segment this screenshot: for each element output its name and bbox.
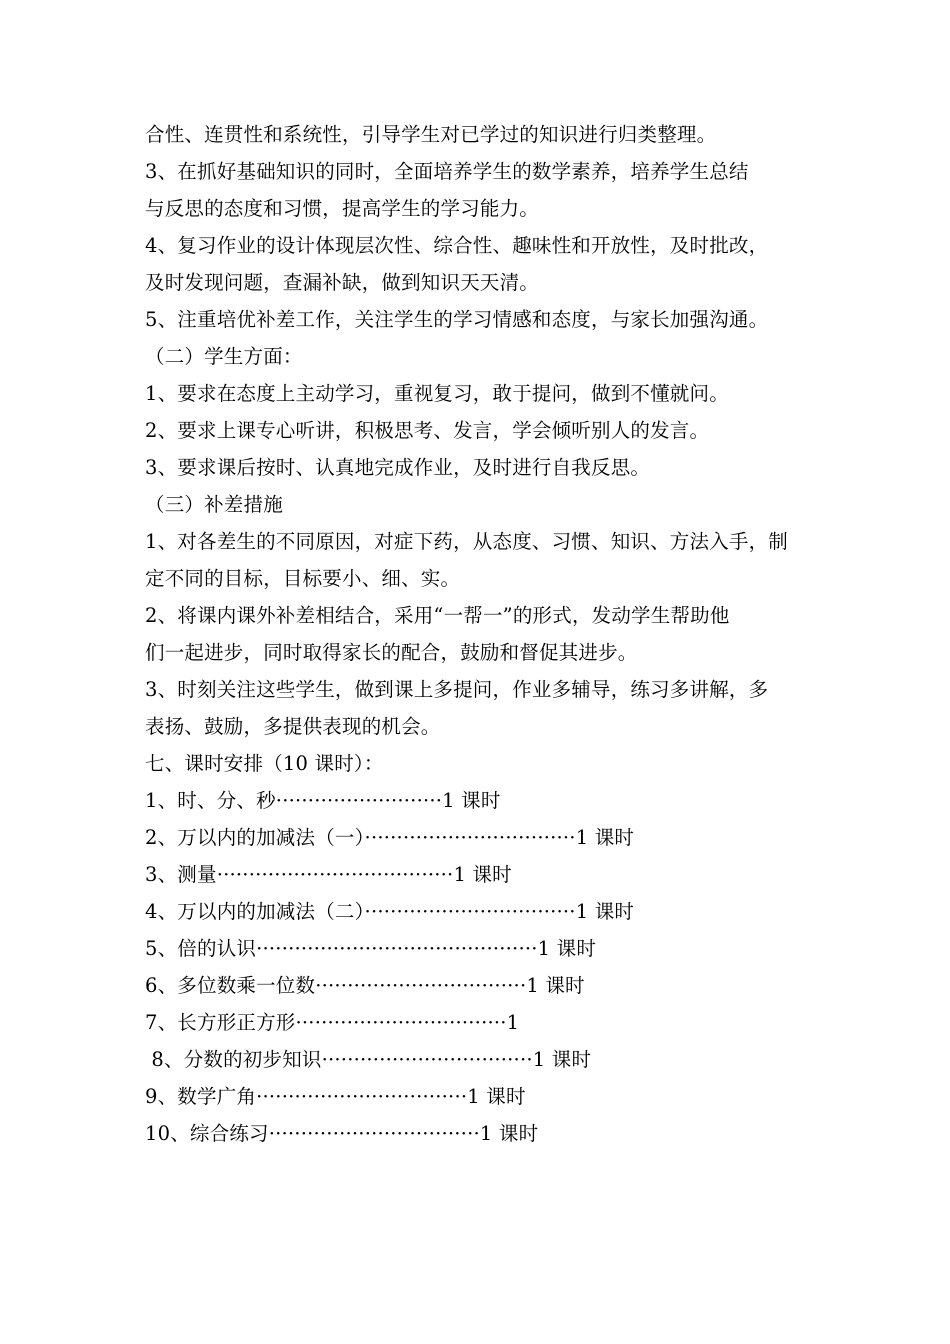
- schedule-item: 10、综合练习·································1 课时: [145, 1122, 539, 1145]
- text-line: 3、在抓好基础知识的同时，全面培养学生的数学素养，培养学生总结: [145, 160, 749, 183]
- text-line: 表扬、鼓励，多提供表现的机会。: [145, 715, 441, 738]
- schedule-item: 5、倍的认识············································1 课时: [145, 937, 597, 960]
- schedule-item: 7、长方形正方形·································1: [145, 1011, 520, 1034]
- text-line: 4、复习作业的设计体现层次性、综合性、趣味性和开放性，及时批改，: [145, 234, 769, 257]
- schedule-heading: 七、课时安排（10 课时）：: [145, 752, 384, 775]
- text-line: 定不同的目标，目标要小、细、实。: [145, 567, 461, 590]
- schedule-item: 2、万以内的加减法（一）·································1 课时: [145, 826, 635, 849]
- schedule-item: 8、分数的初步知识·································1 课时: [145, 1048, 592, 1071]
- section-heading: （三）补差措施: [145, 493, 283, 516]
- text-line: 与反思的态度和习惯，提高学生的学习能力。: [145, 197, 540, 220]
- schedule-item: 3、测量·····································1 课时: [145, 863, 512, 886]
- schedule-item: 1、时、分、秒··························1 课时: [145, 789, 501, 812]
- text-line: 3、时刻关注这些学生，做到课上多提问，作业多辅导，练习多讲解，多: [145, 678, 769, 701]
- schedule-item: 6、多位数乘一位数·································1 课时: [145, 974, 585, 997]
- text-line: 们一起进步，同时取得家长的配合，鼓励和督促其进步。: [145, 641, 638, 664]
- schedule-item: 9、数学广角·································1 课时: [145, 1085, 526, 1108]
- section-heading: （二）学生方面：: [145, 345, 303, 368]
- text-line: 2、将课内课外补差相结合，采用“一帮一”的形式，发动学生帮助他: [145, 604, 730, 627]
- text-line: 5、注重培优补差工作，关注学生的学习情感和态度，与家长加强沟通。: [145, 308, 769, 331]
- schedule-item: 4、万以内的加减法（二）·································1 课时: [145, 900, 635, 923]
- text-line: 1、要求在态度上主动学习，重视复习，敢于提问，做到不懂就问。: [145, 382, 729, 405]
- text-line: 及时发现问题，查漏补缺，做到知识天天清。: [145, 271, 540, 294]
- text-line: 2、要求上课专心听讲，积极思考、发言，学会倾听别人的发言。: [145, 419, 710, 442]
- text-line: 1、对各差生的不同原因，对症下药，从态度、习惯、知识、方法入手，制: [145, 530, 789, 553]
- text-line: 3、要求课后按时、认真地完成作业，及时进行自我反思。: [145, 456, 651, 479]
- text-line: 合性、连贯性和系统性，引导学生对已学过的知识进行归类整理。: [145, 123, 717, 146]
